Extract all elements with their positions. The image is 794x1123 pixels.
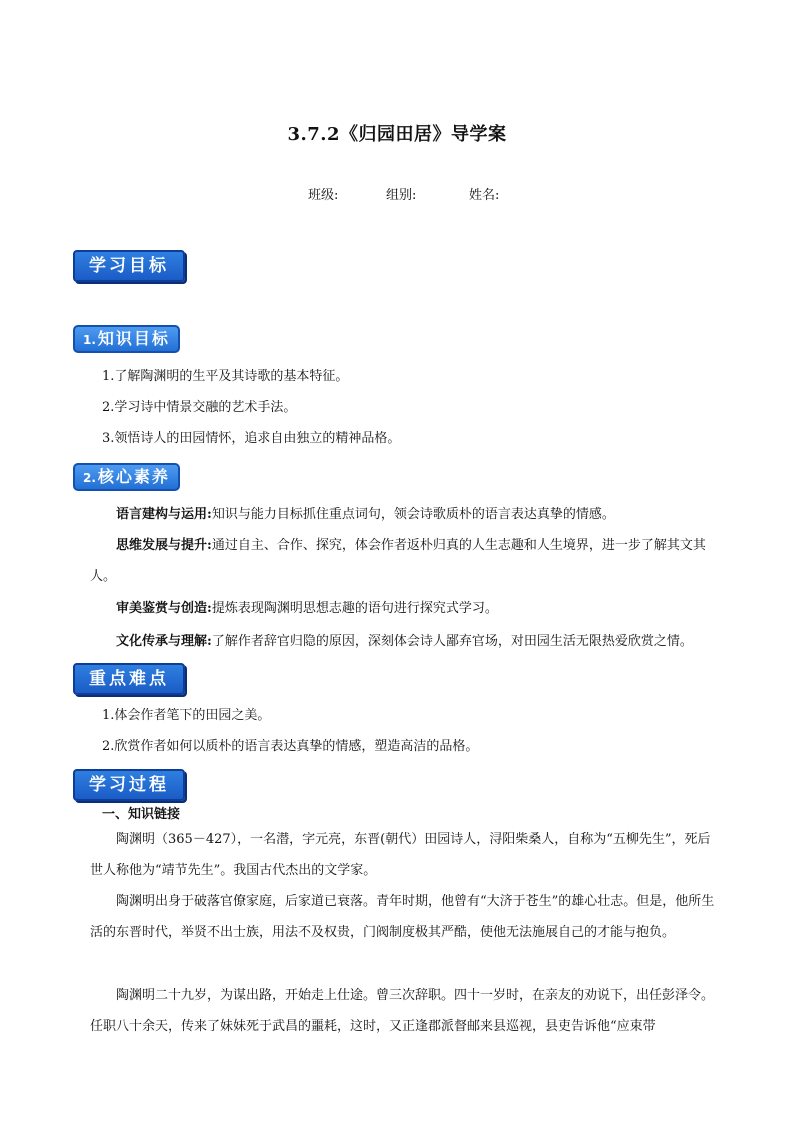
knowledge-goals-number: 1. [83, 333, 96, 347]
core-literacy-number: 2. [83, 471, 96, 485]
core-item-label: 语言建构与运用: [116, 507, 212, 522]
page-title: 3.7.2《归园田居》导学案 [287, 124, 507, 145]
knowledge-item: 1.了解陶渊明的生平及其诗歌的基本特征。 [102, 369, 349, 384]
learning-goals-banner: 学习目标 [73, 250, 185, 282]
core-item-text: 了解作者辞官归隐的原因，深刻体会诗人鄙弃官场，对田园生活无限热爱欣赏之情。 [211, 634, 693, 649]
group-label: 组别: [386, 188, 417, 203]
core-item-label: 文化传承与理解: [116, 634, 212, 649]
knowledge-item: 3.领悟诗人的田园情怀，追求自由独立的精神品格。 [102, 431, 401, 446]
class-label: 班级: [308, 188, 339, 203]
key-point-item: 1.体会作者笔下的田园之美。 [102, 708, 271, 723]
knowledge-link-heading: 一、知识链接 [102, 807, 181, 822]
core-item-label: 思维发展与提升: [116, 538, 212, 553]
knowledge-goals-title: 知识目标 [97, 329, 170, 348]
learning-process-banner: 学习过程 [73, 769, 185, 801]
core-item [90, 593, 717, 624]
bio-paragraph: 陶渊明（365－427），一名潜，字元亮，东晋(朝代）田园诗人，浔阳柴桑人，自称为“五柳先生”，死后世人称他为“靖节先生”。我国古代杰出的文学家。 [90, 832, 711, 878]
knowledge-goals-banner [73, 325, 180, 353]
name-label: 姓名: [469, 188, 500, 203]
key-points-banner: 重点难点 [73, 663, 185, 695]
core-item-label: 审美鉴赏与创造: [116, 601, 212, 616]
core-literacy-banner [73, 463, 180, 491]
key-point-item: 2.欣赏作者如何以质朴的语言表达真挚的情感，塑造高洁的品格。 [102, 739, 479, 754]
core-literacy-title: 核心素养 [97, 467, 170, 486]
core-item-text: 知识与能力目标抓住重点词句，领会诗歌质朴的语言表达真挚的情感。 [211, 507, 615, 522]
core-item [90, 626, 717, 657]
knowledge-item: 2.学习诗中情景交融的艺术手法。 [102, 400, 297, 415]
core-item [90, 530, 717, 592]
bio-paragraph: 陶渊明出身于破落官僚家庭，后家道已衰落。青年时期，他曾有“大济于苍生”的雄心壮志。但是，他所生活的东晋时代，举贤不出士族，用法不及权贵，门阀制度极其严酷，使他无法施展自己的才能与抱负。 [90, 894, 715, 940]
core-item-text: 通过自主、合作、探究，体会作者返朴归真的人生志趣和人生境界，进一步了解其文其人。 [90, 538, 706, 584]
bio-paragraph: 陶渊明二十九岁，为谋出路，开始走上仕途。曾三次辞职。四十一岁时，在亲友的劝说下，出任彭泽令。任职八十余天，传来了妹妹死于武昌的噩耗，这时，又正逢郡派督邮来县巡视，县吏告诉他“应束带 [90, 988, 715, 1034]
core-item [90, 499, 717, 530]
core-item-text: 提炼表现陶渊明思想志趣的语句进行探究式学习。 [211, 601, 498, 616]
